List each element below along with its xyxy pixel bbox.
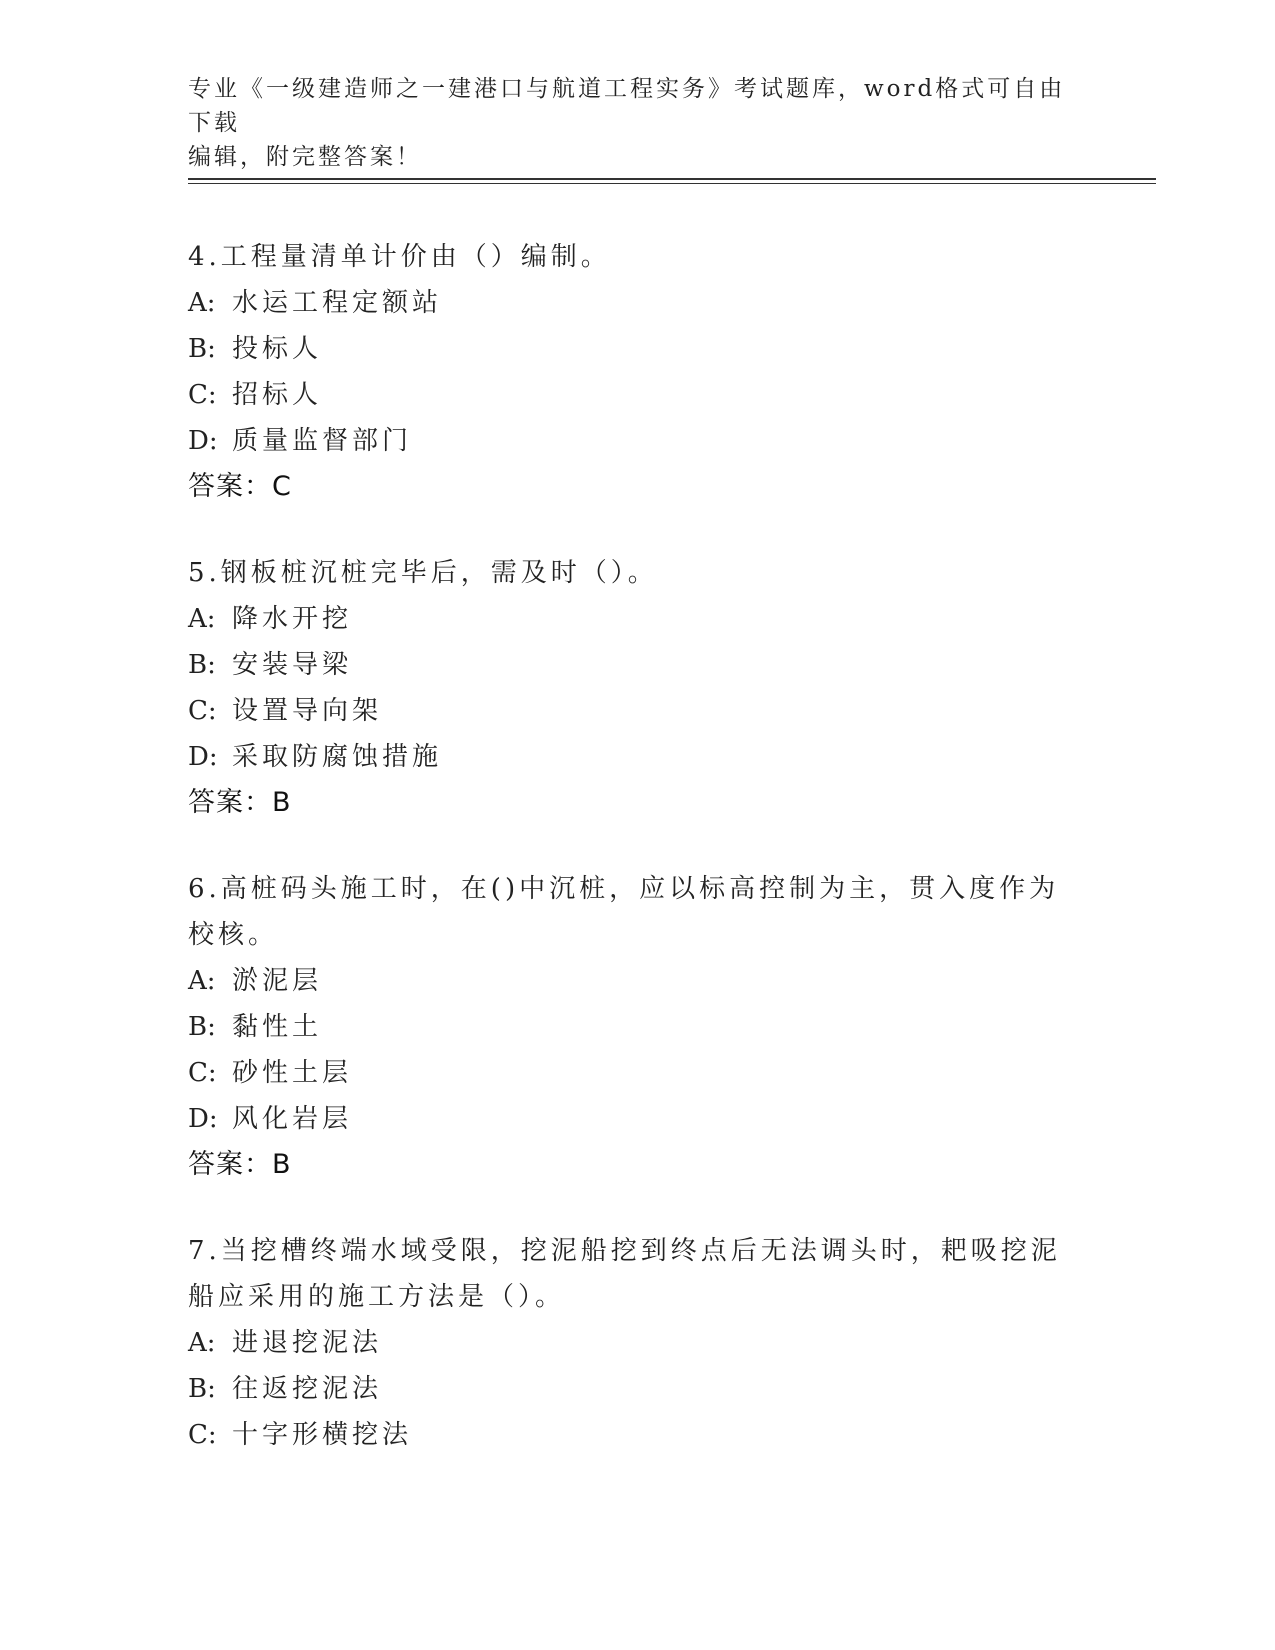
answer-option bbox=[188, 642, 1088, 688]
option-text: 质量监督部门 bbox=[232, 426, 413, 456]
option-letter: C: bbox=[188, 1420, 217, 1450]
answer-option bbox=[188, 734, 1088, 780]
option-text: 设置导向架 bbox=[232, 696, 383, 726]
answer-option bbox=[188, 1004, 1088, 1050]
option-letter: B: bbox=[188, 650, 216, 680]
question-block bbox=[188, 866, 1088, 1188]
answer-option bbox=[188, 958, 1088, 1004]
option-text: 投标人 bbox=[232, 334, 323, 364]
header-line-1: 专业《一级建造师之一建港口与航道工程实务》考试题库，word格式可自由下载 bbox=[188, 76, 1066, 136]
answer-key: 答案：C bbox=[188, 471, 292, 502]
question-block bbox=[188, 1228, 1088, 1458]
option-text: 水运工程定额站 bbox=[232, 288, 443, 318]
answer-option bbox=[188, 1096, 1088, 1142]
answer-option bbox=[188, 372, 1088, 418]
option-text: 淤泥层 bbox=[232, 966, 323, 996]
option-text: 采取防腐蚀措施 bbox=[232, 742, 443, 772]
option-letter: C: bbox=[188, 380, 217, 410]
option-letter: B: bbox=[188, 334, 216, 364]
answer-option bbox=[188, 1366, 1088, 1412]
option-letter: C: bbox=[188, 1058, 217, 1088]
answer-option bbox=[188, 326, 1088, 372]
document-header bbox=[188, 72, 1068, 174]
question-stem: 6.高桩码头施工时，在()中沉桩，应以标高控制为主，贯入度作为校核。 bbox=[188, 874, 1060, 950]
answer-option bbox=[188, 418, 1088, 464]
option-text: 安装导梁 bbox=[232, 650, 353, 680]
option-letter: C: bbox=[188, 696, 217, 726]
answer-option bbox=[188, 596, 1088, 642]
header-divider-thick bbox=[188, 178, 1156, 180]
option-text: 招标人 bbox=[232, 380, 323, 410]
option-text: 往返挖泥法 bbox=[232, 1374, 383, 1404]
answer-option bbox=[188, 688, 1088, 734]
question-block bbox=[188, 550, 1088, 826]
option-letter: B: bbox=[188, 1012, 216, 1042]
header-divider-thin bbox=[188, 183, 1156, 184]
option-letter: D: bbox=[188, 1104, 218, 1134]
answer-key: 答案：B bbox=[188, 1149, 292, 1180]
option-letter: A: bbox=[188, 288, 216, 318]
option-letter: B: bbox=[188, 1374, 216, 1404]
question-stem: 7.当挖槽终端水域受限，挖泥船挖到终点后无法调头时，耙吸挖泥船应采用的施工方法是（）。 bbox=[188, 1236, 1061, 1312]
option-letter: A: bbox=[188, 604, 216, 634]
answer-key: 答案：B bbox=[188, 787, 292, 818]
option-text: 风化岩层 bbox=[232, 1104, 353, 1134]
question-stem: 4.工程量清单计价由（）编制。 bbox=[188, 242, 611, 272]
question-block bbox=[188, 234, 1088, 510]
answer-option bbox=[188, 1050, 1088, 1096]
option-text: 进退挖泥法 bbox=[232, 1328, 383, 1358]
question-list bbox=[188, 234, 1088, 1498]
option-letter: D: bbox=[188, 742, 218, 772]
option-text: 砂性土层 bbox=[232, 1058, 353, 1088]
answer-option bbox=[188, 1412, 1088, 1458]
option-text: 十字形横挖法 bbox=[232, 1420, 413, 1450]
question-stem: 5.钢板桩沉桩完毕后，需及时（）。 bbox=[188, 558, 658, 588]
option-letter: A: bbox=[188, 966, 216, 996]
answer-option bbox=[188, 1320, 1088, 1366]
option-letter: D: bbox=[188, 426, 218, 456]
option-letter: A: bbox=[188, 1328, 216, 1358]
header-line-2: 编辑，附完整答案！ bbox=[188, 144, 422, 170]
answer-option bbox=[188, 280, 1088, 326]
option-text: 降水开挖 bbox=[232, 604, 353, 634]
option-text: 黏性土 bbox=[232, 1012, 323, 1042]
